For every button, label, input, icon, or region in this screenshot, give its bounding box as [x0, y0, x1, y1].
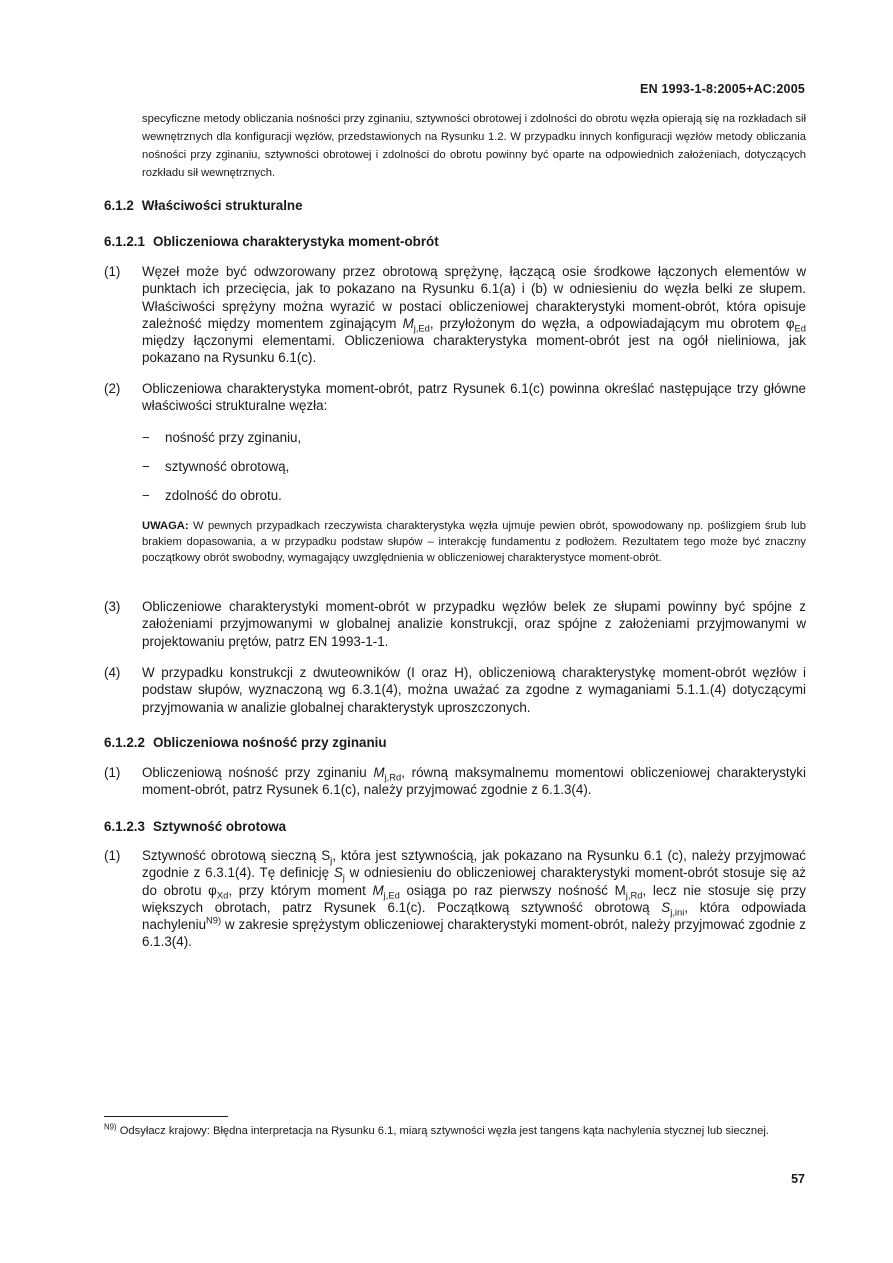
page-number: 57 — [791, 1172, 805, 1186]
clause-6-1-2-1-2 — [104, 380, 806, 415]
footnote-marker: N9) — [104, 1122, 117, 1132]
document-header: EN 1993-1-8:2005+AC:2005 — [640, 82, 805, 96]
section-heading-6-1-2 — [104, 198, 303, 213]
clause-number: (1) — [104, 264, 121, 279]
section-number: 6.1.2.2 — [104, 735, 145, 750]
clause-text: Obliczeniowe charakterystyki moment-obrót w przypadku węzłów belek ze słupami powinny być spójne z założeniami przyjmowanymi w globalnej analizie konstrukcji, oraz spójne z założeniami przyjmowanymi w projektowaniu prętów, patrz EN 1993-1-1. — [142, 599, 806, 649]
section-number: 6.1.2 — [104, 198, 134, 213]
clause-text: Obliczeniowa charakterystyka moment-obrót, patrz Rysunek 6.1(c) powinna określać następujące trzy główne właściwości strukturalne węzła: — [142, 381, 806, 414]
list-item-text: sztywność obrotową, — [165, 459, 290, 474]
clause-text: Węzeł może być odwzorowany przez obrotową sprężynę, łączącą osie środkowe łączonych elementów w punktach ich przecięcia, jak to pokazano na Rysunku 6.1(a) i (b) w odniesieniu do węzła belki ze słupem. Właściwości sprężyny można wyrazić w postaci obliczeniowej charakterystyki moment-obrót, która opisuje zależność między momentem zginającym $M_{j,Ed}$, przyłożonym do węzła, a odpowiadającym mu obrotem $\varphi_{Ed}$ między łączonymi elementami. Obliczeniowa charakterystyka moment-obrót jest na ogół nieliniowa, jak pokazano na Rysunku 6.1(c). — [142, 264, 806, 366]
footnote-separator — [104, 1116, 228, 1117]
note-block — [142, 518, 806, 566]
section-title: Sztywność obrotowa — [152, 819, 287, 834]
clause-6-1-2-1-3 — [104, 598, 806, 650]
clause-number: (2) — [104, 381, 121, 396]
clause-6-1-2-3-1 — [104, 847, 806, 951]
note-label: UWAGA: — [142, 520, 189, 532]
clause-number: (1) — [104, 848, 121, 863]
section-heading-6-1-2-2 — [104, 735, 387, 750]
footnote-text: Odsyłacz krajowy: Błędna interpretacja na Rysunku 6.1, miarą sztywności węzła jest tangens kąta nachylenia stycznej lub siecznej. — [116, 1125, 769, 1137]
section-heading-6-1-2-1 — [104, 234, 439, 249]
note-text: W pewnych przypadkach rzeczywista charakterystyka węzła ujmuje pewien obrót, spowodowany np. poślizgiem śrub lub brakiem dopasowania, a w przypadku podstaw słupów – interakcję fundamentu z podłożem. Rezultatem tego może być znaczny początkowy obrót swobodny, wymagający uwzględnienia w obliczeniowej charakterystyce moment-obrót. — [142, 520, 806, 564]
clause-6-1-2-2-1 — [104, 764, 806, 799]
section-title: Obliczeniowa charakterystyka moment-obrót — [152, 234, 439, 249]
section-number: 6.1.2.3 — [104, 819, 145, 834]
clause-text: W przypadku konstrukcji z dwuteowników (I oraz H), obliczeniową charakterystykę moment-obrót węzłów i podstaw słupów, wyznaczoną wg 6.3.1(4), można uważać za zgodne z wymaganiami 5.1.1.(4) dotyczącymi przyjmowania w analizie globalnej charakterystyk uproszczonych. — [142, 665, 806, 715]
intro-paragraph: specyficzne metody obliczania nośności przy zginaniu, sztywności obrotowej i zdolności do obrotu węzła opierają się na rozkładach sił wewnętrznych dla konfiguracji węzłów, przedstawionych na Rysunku 1.2. W przypadku innych konfiguracji węzłów metody obliczania nośności przy zginaniu, sztywności obrotowej i zdolności do obrotu powinny być oparte na odpowiednich założeniach, dotyczących rozkładu sił wewnętrznych. — [142, 113, 806, 179]
clause-6-1-2-1-4 — [104, 664, 806, 716]
list-dash: − — [142, 488, 150, 503]
clause-text: Sztywność obrotową sieczną $S_j$, która jest sztywnością, jak pokazano na Rysunku 6.1 (c), należy przyjmować zgodnie z 6.3.1(4). Tę definicję $S_j$ w odniesieniu do obliczeniowej charakterystyki moment-obrót stosuje się aż do obrotu $\varphi_{Xd}$, przy którym moment $M_{j,Ed}$ osiąga po raz pierwszy nośność $M_{j,Rd}$, lecz nie stosuje się przy większych obrotach, patrz Rysunek 6.1(c). Początkową sztywność obrotową $S_{j,ini}$, która odpowiada nachyleniu$^{N9)}$ w zakresie sprężystym obliczeniowej charakterystyki moment-obrót, należy przyjmować zgodnie z 6.1.3(4). — [142, 848, 807, 950]
footnote — [104, 1122, 806, 1140]
list-item-text: zdolność do obrotu. — [165, 488, 282, 503]
list-dash: − — [142, 430, 150, 445]
list-dash: − — [142, 459, 150, 474]
clause-number: (4) — [104, 665, 121, 680]
clause-number: (1) — [104, 765, 121, 780]
section-title: Obliczeniowa nośność przy zginaniu — [152, 735, 387, 750]
section-number: 6.1.2.1 — [104, 234, 145, 249]
section-heading-6-1-2-3 — [104, 819, 286, 834]
clause-6-1-2-1-1 — [104, 263, 806, 367]
clause-number: (3) — [104, 599, 121, 614]
section-title: Właściwości strukturalne — [141, 198, 303, 213]
list-item-text: nośność przy zginaniu, — [165, 430, 302, 445]
clause-text: Obliczeniową nośność przy zginaniu $M_{j,Rd}$, równą maksymalnemu momentowi obliczeniowej charakterystyki moment-obrót, patrz Rysunek 6.1(c), należy przyjmować zgodnie z 6.1.3(4). — [142, 765, 806, 798]
